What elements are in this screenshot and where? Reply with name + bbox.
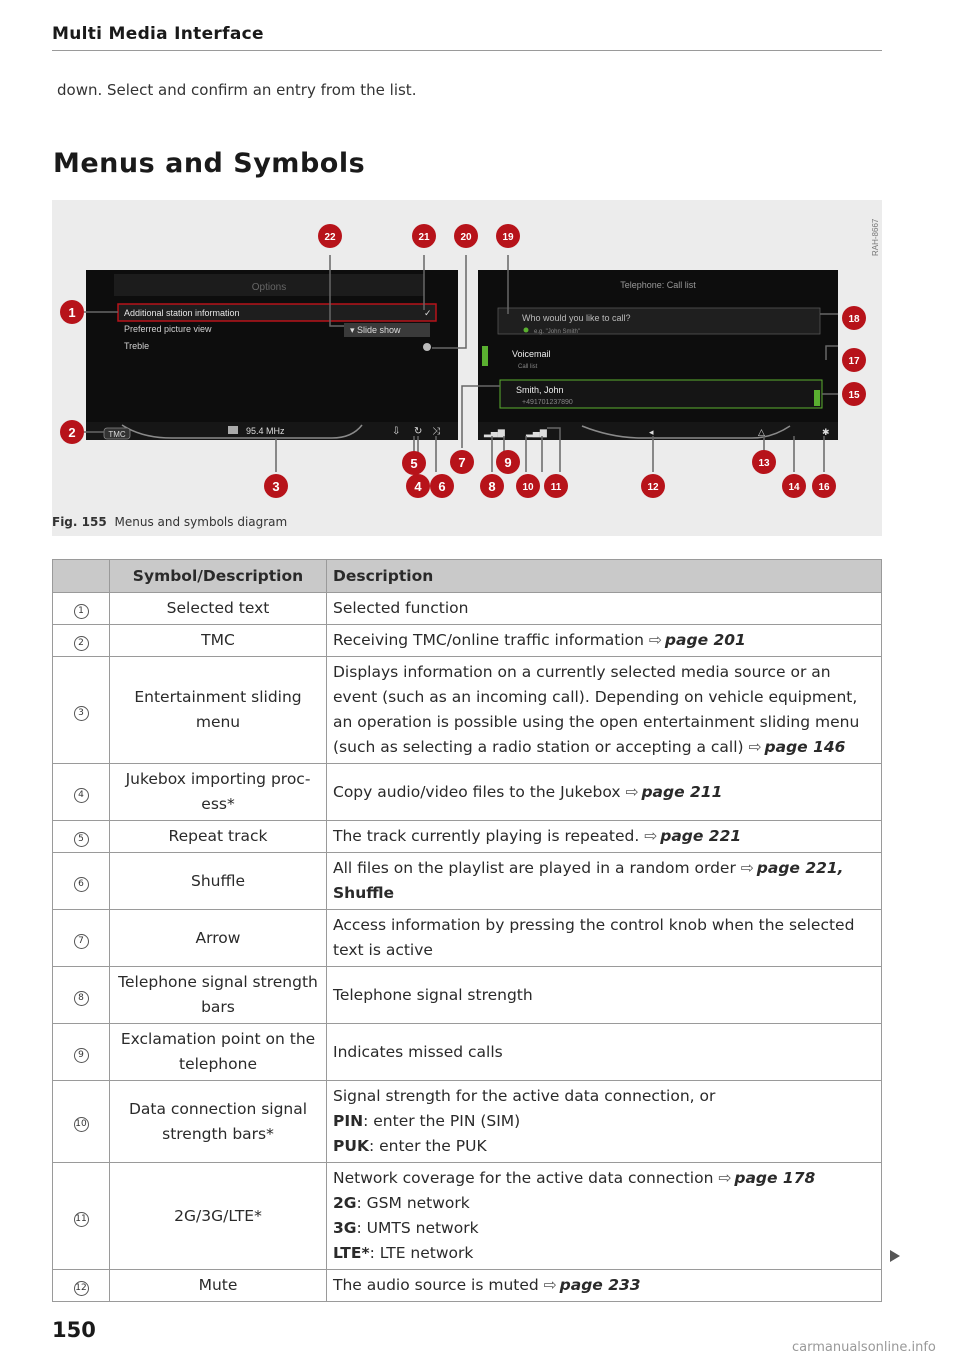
page-ref-arrow-icon: ⇨ xyxy=(748,738,762,756)
callout-15 xyxy=(842,382,866,406)
svg-text:2: 2 xyxy=(68,425,76,440)
svg-text:8: 8 xyxy=(488,479,496,494)
term-description: : enter the PIN (SIM) xyxy=(363,1112,521,1130)
symbol-cell: Entertainment sliding menu xyxy=(110,657,327,764)
symbol-cell: Selected text xyxy=(110,593,327,625)
page-ref-arrow-icon: ⇨ xyxy=(644,827,658,845)
callout-number-icon: 12 xyxy=(74,1281,89,1296)
description-cell xyxy=(327,764,882,821)
description-cell xyxy=(327,1024,882,1081)
svg-text:9: 9 xyxy=(504,455,512,470)
svg-text:5: 5 xyxy=(410,456,418,471)
jukebox-icon: ⇩ xyxy=(392,426,401,437)
svg-text:▾ Slide show: ▾ Slide show xyxy=(350,325,401,335)
svg-text:4: 4 xyxy=(414,479,422,494)
description-text: All files on the playlist are played in a random order xyxy=(333,859,736,877)
description-text: Signal strength for the active data connection, or xyxy=(333,1087,716,1105)
left-screen-title: Options xyxy=(251,282,287,293)
watermark: carmanualsonline.info xyxy=(792,1340,936,1355)
svg-text:14: 14 xyxy=(788,482,800,493)
repeat-icon: ↻ xyxy=(414,426,423,437)
running-header xyxy=(52,24,882,51)
table-row xyxy=(53,967,882,1024)
callout-number-icon: 10 xyxy=(74,1117,89,1132)
callout-number-icon: 2 xyxy=(74,636,89,651)
checkmark-icon: ✓ xyxy=(424,309,432,319)
term-description: : UMTS network xyxy=(356,1219,479,1237)
table-row xyxy=(53,1163,882,1270)
symbol-cell: Data connection signal strength bars* xyxy=(110,1081,327,1163)
knob-icon xyxy=(423,343,431,351)
description-cell xyxy=(327,1081,882,1163)
description-cell xyxy=(327,593,882,625)
symbol-cell: Exclamation point on the telephone xyxy=(110,1024,327,1081)
page-ref-arrow-icon: ⇨ xyxy=(625,782,639,801)
callout-11 xyxy=(544,474,568,498)
description-text: Network coverage for the active data connection xyxy=(333,1169,714,1187)
symbol-cell: Telephone signal strength bars xyxy=(110,967,327,1024)
callout-number-icon: 9 xyxy=(74,1048,89,1063)
svg-text:18: 18 xyxy=(848,314,860,325)
page-reference-link[interactable]: page 178 xyxy=(734,1169,816,1187)
description-cell xyxy=(327,967,882,1024)
callout-3 xyxy=(264,474,288,498)
svg-text:20: 20 xyxy=(460,232,472,243)
contact-entry: Smith, John xyxy=(516,385,564,395)
symbol-cell: Shuffle xyxy=(110,853,327,910)
table-header-row xyxy=(53,560,882,593)
callout-7 xyxy=(450,450,474,474)
table-row xyxy=(53,853,882,910)
callout-21 xyxy=(412,224,436,248)
callout-9 xyxy=(496,450,520,474)
contact-number: +491701237890 xyxy=(522,399,573,406)
symbols-table xyxy=(52,559,882,1302)
description-text: Access information by pressing the control knob when the selected text is active xyxy=(333,916,855,959)
column-header-description: Description xyxy=(327,560,882,593)
phone-signal-icon: ▂▄▆ xyxy=(484,428,505,438)
callout-18 xyxy=(842,306,866,330)
svg-text:17: 17 xyxy=(848,356,860,367)
page-reference-link[interactable]: page 211 xyxy=(641,782,723,801)
callout-number-icon: 3 xyxy=(74,706,89,721)
term-description: : LTE network xyxy=(369,1244,474,1262)
voicemail-entry: Voicemail xyxy=(512,349,551,359)
callout-number-icon: 8 xyxy=(74,991,89,1006)
call-hint: e.g. "John Smith" xyxy=(534,329,580,335)
mute-icon: ◂ xyxy=(649,428,654,438)
callout-number-icon: 11 xyxy=(74,1212,89,1227)
section-title: Menus and Symbols xyxy=(53,148,366,179)
description-cell xyxy=(327,1270,882,1302)
callout-8 xyxy=(480,474,504,498)
description-text: The track currently playing is repeated. xyxy=(333,827,640,845)
bold-term: PIN xyxy=(333,1112,364,1130)
callout-4 xyxy=(406,474,430,498)
bold-term: LTE* xyxy=(333,1244,370,1262)
description-cell xyxy=(327,910,882,967)
svg-text:16: 16 xyxy=(818,482,830,493)
alert-icon: △ xyxy=(758,428,765,438)
voicemail-sub: Call list xyxy=(518,364,538,370)
description-cell xyxy=(327,657,882,764)
table-row xyxy=(53,593,882,625)
callout-22 xyxy=(318,224,342,248)
callout-number-icon: 6 xyxy=(74,877,89,892)
description-text: Selected function xyxy=(333,599,469,617)
callout-2 xyxy=(60,420,84,444)
table-row xyxy=(53,657,882,764)
description-cell xyxy=(327,853,882,910)
page-reference-link[interactable]: page 146 xyxy=(764,738,846,756)
description-text: Copy audio/video files to the Jukebox xyxy=(333,782,621,801)
table-body xyxy=(53,593,882,1302)
term-description: : GSM network xyxy=(356,1194,470,1212)
svg-text:11: 11 xyxy=(550,482,562,493)
tmc-label: TMC xyxy=(108,430,126,439)
callout-16 xyxy=(812,474,836,498)
figure-code: RAH-8667 xyxy=(871,218,880,256)
symbol-cell: 2G/3G/LTE* xyxy=(110,1163,327,1270)
description-text: Receiving TMC/online traffic information xyxy=(333,631,644,649)
table-row xyxy=(53,1270,882,1302)
frequency-label: 95.4 MHz xyxy=(246,426,285,436)
svg-text:19: 19 xyxy=(502,232,514,243)
bold-term: Shuffle xyxy=(333,884,395,902)
page-ref-arrow-icon: ⇨ xyxy=(543,1276,557,1294)
callout-6 xyxy=(430,474,454,498)
svg-text:3: 3 xyxy=(272,479,280,494)
description-cell xyxy=(327,625,882,657)
bold-term: PUK xyxy=(333,1137,369,1155)
svg-text:7: 7 xyxy=(458,455,466,470)
bold-term: 3G xyxy=(333,1219,357,1237)
left-item-2: Preferred picture view xyxy=(124,324,212,334)
figure-caption-text: Menus and symbols diagram xyxy=(114,515,288,529)
figure-caption xyxy=(52,515,287,529)
callout-13 xyxy=(752,450,776,474)
callout-number-icon: 4 xyxy=(74,788,89,803)
table-row xyxy=(53,910,882,967)
table-row xyxy=(53,625,882,657)
svg-text:6: 6 xyxy=(438,479,446,494)
figure-155 xyxy=(52,200,882,536)
table-row xyxy=(53,1081,882,1163)
table-row xyxy=(53,821,882,853)
page-reference-link[interactable]: page 233 xyxy=(559,1276,641,1294)
left-item-3: Treble xyxy=(124,341,150,351)
table-row xyxy=(53,764,882,821)
page-ref-arrow-icon: ⇨ xyxy=(718,1169,732,1187)
description-cell xyxy=(327,1163,882,1270)
table-row xyxy=(53,1024,882,1081)
call-prompt: Who would you like to call? xyxy=(522,313,631,323)
callout-number-icon: 7 xyxy=(74,934,89,949)
page-reference-link[interactable]: page 201 xyxy=(664,631,746,649)
bluetooth-icon: ✱ xyxy=(822,428,830,438)
shuffle-icon: ⤨ xyxy=(432,426,440,437)
svg-text:12: 12 xyxy=(647,482,659,493)
next-page-arrow-icon xyxy=(890,1250,900,1262)
left-item-1: Additional station information xyxy=(124,308,240,318)
svg-text:15: 15 xyxy=(848,390,860,401)
svg-text:21: 21 xyxy=(418,232,430,243)
mmi-diagram xyxy=(52,200,882,536)
svg-text:1: 1 xyxy=(68,305,76,320)
callout-14 xyxy=(782,474,806,498)
symbol-cell: Repeat track xyxy=(110,821,327,853)
description-cell xyxy=(327,821,882,853)
figure-caption-label: Fig. 155 xyxy=(52,515,107,529)
callout-17 xyxy=(842,348,866,372)
callout-12 xyxy=(641,474,665,498)
description-text: Displays information on a currently selected media source or an event (such as an incoming call). Depending on vehicle equipment, an operation is possible using the open entertainment sliding menu (such as selecting a radio station or accepting a call) xyxy=(333,663,860,756)
symbol-cell: Arrow xyxy=(110,910,327,967)
symbol-cell: TMC xyxy=(110,625,327,657)
svg-text:22: 22 xyxy=(324,232,336,243)
intro-text: down. Select and confirm an entry from the list. xyxy=(57,81,417,99)
page-reference-link[interactable]: page 221 xyxy=(660,827,742,845)
callout-19 xyxy=(496,224,520,248)
description-text: Indicates missed calls xyxy=(333,1042,503,1061)
bold-term: 2G xyxy=(333,1194,357,1212)
callout-20 xyxy=(454,224,478,248)
callout-number-icon: 5 xyxy=(74,832,89,847)
column-header-symbol: Symbol/Description xyxy=(110,560,327,593)
callout-5 xyxy=(402,451,426,475)
callout-1 xyxy=(60,300,84,324)
svg-text:10: 10 xyxy=(522,482,534,493)
page-reference-link[interactable]: page 221, xyxy=(756,859,844,877)
right-screen-title: Telephone: Call list xyxy=(620,280,696,290)
description-text: The audio source is muted xyxy=(333,1276,539,1294)
header-title: Multi Media Interface xyxy=(52,24,264,44)
callout-number-icon: 1 xyxy=(74,604,89,619)
page-number: 150 xyxy=(52,1318,96,1342)
page-ref-arrow-icon: ⇨ xyxy=(740,859,754,877)
symbol-cell: Mute xyxy=(110,1270,327,1302)
callout-10 xyxy=(516,474,540,498)
symbol-cell: Jukebox importing proc-ess* xyxy=(110,764,327,821)
data-signal-icon: ▂▄▆ xyxy=(526,428,547,438)
svg-text:13: 13 xyxy=(758,458,770,469)
slide-show-value: Slide show xyxy=(357,325,401,335)
term-description: : enter the PUK xyxy=(368,1137,487,1155)
description-text: Telephone signal strength xyxy=(333,985,533,1004)
page-ref-arrow-icon: ⇨ xyxy=(648,631,662,649)
